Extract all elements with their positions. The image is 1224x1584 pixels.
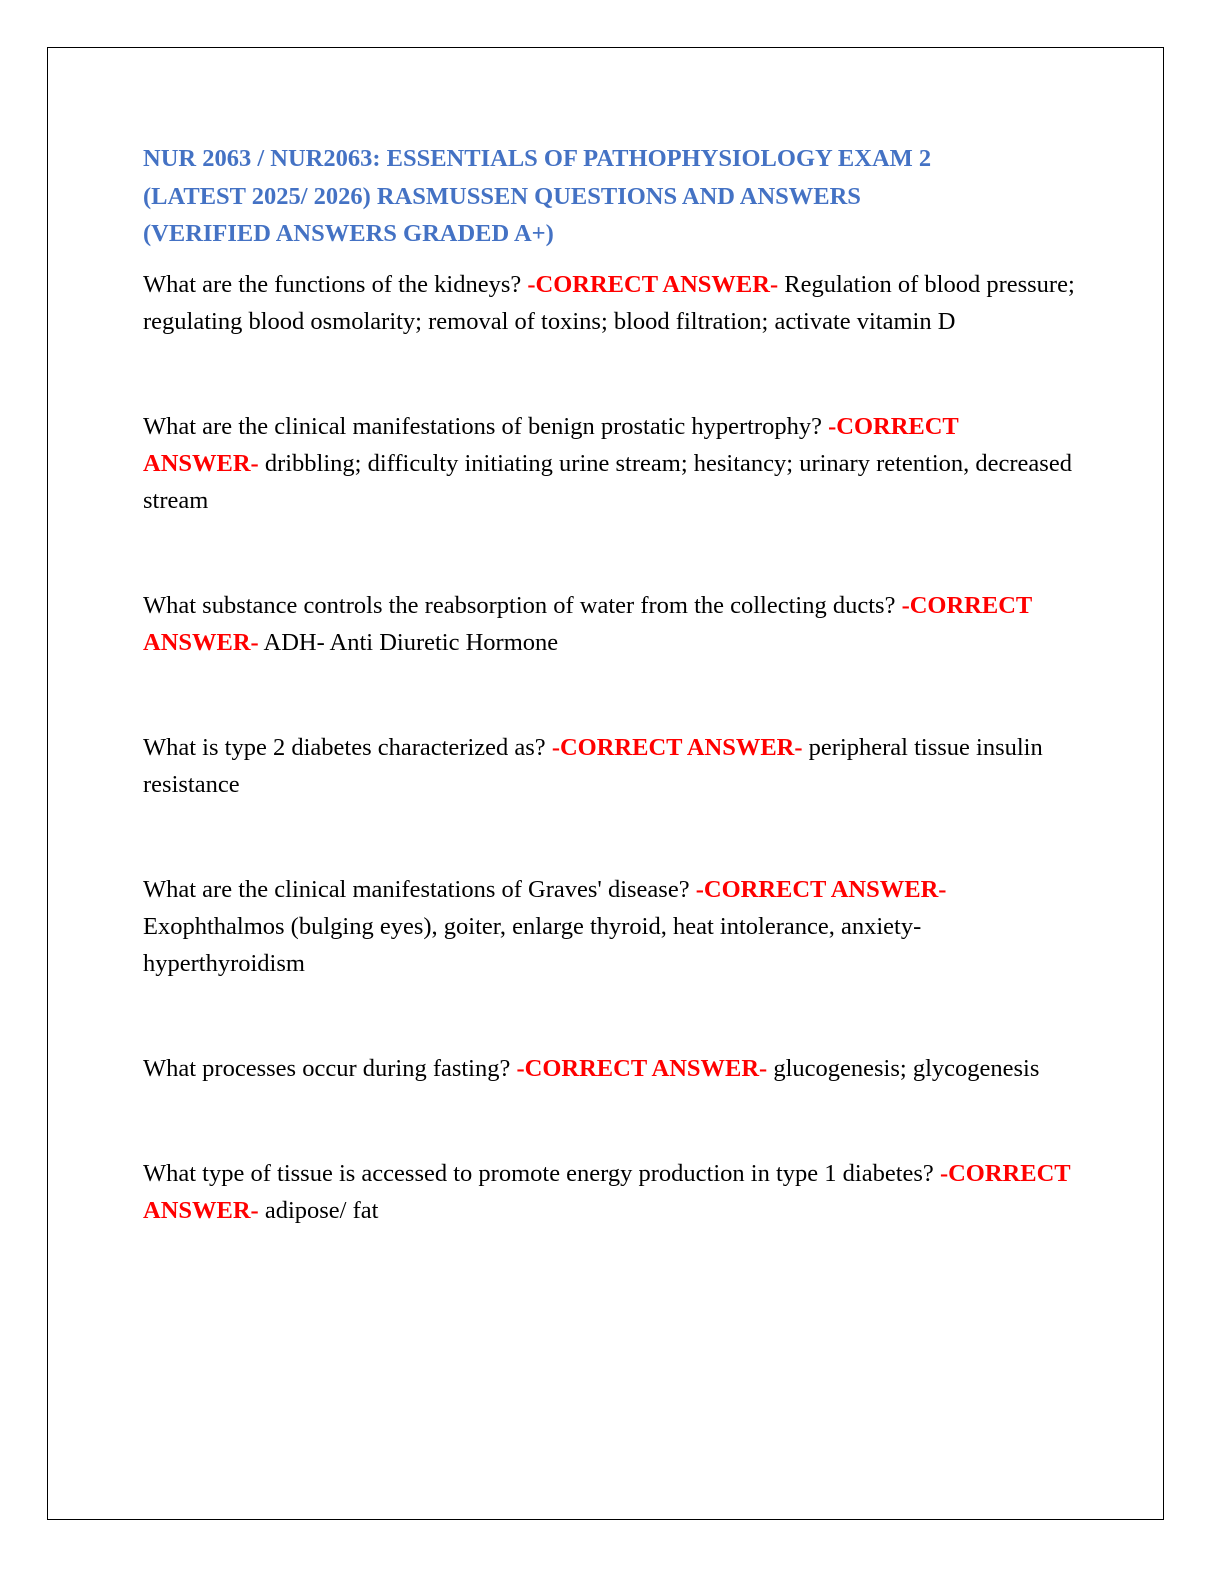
question-text: What are the clinical manifestations of Graves' disease?: [143, 875, 690, 903]
answer-text: Regulation of blood pressure; regulating blood osmolarity; removal of toxins; blood filtration; activate vitamin D: [143, 270, 1075, 335]
qa-item: [143, 266, 1078, 340]
answer-text: glucogenesis; glycogenesis: [773, 1054, 1040, 1082]
answer-marker: -CORRECT ANSWER-: [143, 412, 959, 477]
qa-item: [143, 408, 1078, 519]
question-text: What is type 2 diabetes characterized as?: [143, 733, 546, 761]
question-text: What substance controls the reabsorption of water from the collecting ducts?: [143, 591, 896, 619]
question-text: What are the functions of the kidneys?: [143, 270, 522, 298]
question-text: What type of tissue is accessed to promote energy production in type 1 diabetes?: [143, 1159, 934, 1187]
answer-marker: -CORRECT ANSWER-: [527, 270, 779, 298]
qa-item: [143, 587, 1078, 661]
answer-marker: -CORRECT ANSWER-: [143, 1159, 1071, 1224]
question-text: What are the clinical manifestations of benign prostatic hypertrophy?: [143, 412, 822, 440]
qa-item: [143, 1155, 1078, 1229]
answer-marker: -CORRECT ANSWER-: [695, 875, 947, 903]
answer-text: ADH- Anti Diuretic Hormone: [263, 628, 559, 656]
answer-marker: -CORRECT ANSWER-: [516, 1054, 768, 1082]
qa-item: [143, 729, 1078, 803]
answer-text: Exophthalmos (bulging eyes), goiter, enlarge thyroid, heat intolerance, anxiety- hyperthyroidism: [143, 912, 922, 977]
answer-text: dribbling; difficulty initiating urine stream; hesitancy; urinary retention, decreased stream: [143, 449, 1072, 514]
answer-marker: -CORRECT ANSWER-: [143, 591, 1032, 656]
answer-text: peripheral tissue insulin resistance: [143, 733, 1043, 798]
qa-item: [143, 1050, 1078, 1087]
answer-text: adipose/ fat: [264, 1196, 379, 1224]
answer-marker: -CORRECT ANSWER-: [551, 733, 803, 761]
qa-item: [143, 871, 1078, 982]
question-text: What processes occur during fasting?: [143, 1054, 511, 1082]
document-title: NUR 2063 / NUR2063: ESSENTIALS OF PATHOPHYSIOLOGY EXAM 2 (LATEST 2025/ 2026) RASMUSSEN QUESTIONS AND ANSWERS (VERIFIED ANSWERS GRADED A+): [143, 145, 932, 247]
document-body: [143, 140, 1078, 1229]
